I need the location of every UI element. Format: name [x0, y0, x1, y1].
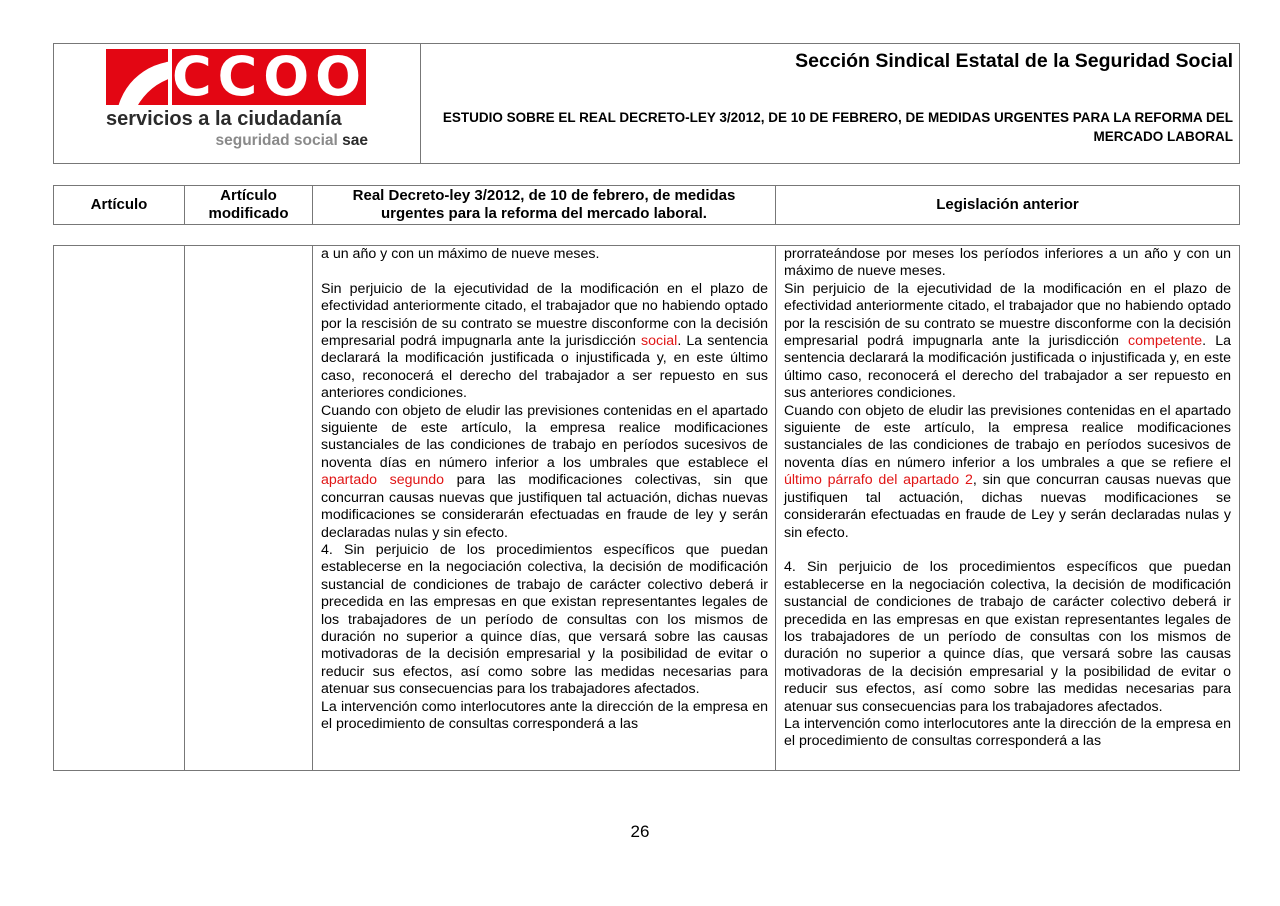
header-divider — [420, 44, 421, 163]
new-text-paragraph: La intervención como interlocutores ante la dirección de la empresa en el procedimiento de consultas corresponderá a las — [321, 698, 768, 732]
header-legislacion-anterior: Legislación anterior — [936, 196, 1079, 213]
column-header-row — [53, 185, 1240, 225]
logo-line2: seguridad social sae — [215, 132, 368, 149]
logo-line1: servicios a la ciudadanía — [106, 108, 342, 130]
header-real-decreto: Real Decreto-ley 3/2012, de 10 de febrero, de medidas urgentes para la reforma del mercado laboral. — [352, 187, 736, 222]
old-text-paragraph: La intervención como interlocutores ante la dirección de la empresa en el procedimiento de consultas corresponderá a las — [784, 715, 1231, 750]
ccoo-logo — [106, 45, 368, 159]
old-text-paragraph: Sin perjuicio de la ejecutividad de la modificación en el plazo de efectividad anteriormente citado, el trabajador que no habiendo optado por la rescisión de su contrato se muestre disconforme con la decisión empresarial podrá impugnarla ante la jurisdicción competente. La sentencia declarará la modificación justificada o injustificada y, en este último caso, reconocerá el derecho del trabajador a ser repuesto en sus anteriores condiciones. — [784, 280, 1231, 402]
highlighted-change: apartado segundo — [321, 472, 445, 489]
header-articulo: Artículo — [90, 196, 148, 213]
study-title: ESTUDIO SOBRE EL REAL DECRETO-LEY 3/2012, DE 10 DE FEBRERO, DE MEDIDAS URGENTES PARA LA REFORMA DEL MERCADO LABORAL — [442, 110, 1233, 144]
ccoo-emblem-icon — [106, 49, 168, 105]
highlighted-change: último párrafo del apartado 2 — [784, 472, 973, 489]
section-title: Sección Sindical Estatal de la Seguridad Social — [795, 50, 1233, 72]
old-text-paragraph: 4. Sin perjuicio de los procedimientos específicos que puedan establecerse en la negociación colectiva, la decisión de modificación sustancial de condiciones de trabajo de carácter colectivo deberá ir precedida en las empresas en que existan representantes legales de los trabajadores de un período de consultas con los mismos de duración no superior a quince días, que versará sobre las causas motivadoras de la decisión empresarial y la posibilidad de evitar o reducir sus efectos, así como sobre las medidas necesarias para atenuar sus consecuencias para los trabajadores afectados. — [784, 559, 1231, 715]
highlighted-change: social — [641, 333, 678, 350]
new-text-paragraph: 4. Sin perjuicio de los procedimientos específicos que puedan establecerse en la negociación colectiva, la decisión de modificación sustancial de condiciones de trabajo de carácter colectivo deberá ir precedida en las empresas en que existan representantes legales de los trabajadores de un período de consultas con los mismos de duración no superior a quince días, que versará sobre las causas motivadoras de la decisión empresarial y la posibilidad de evitar o reducir sus efectos, así como sobre las medidas necesarias para atenuar sus consecuencias para los trabajadores afectados. — [321, 541, 768, 698]
new-text-paragraph: Cuando con objeto de eludir las previsiones contenidas en el apartado siguiente de este artículo, la empresa realice modificaciones sustanciales de las condiciones de trabajo en períodos sucesivos de noventa días en número inferior a los umbrales que establece el apartado segundo para las modificaciones colectivas, sin que concurran causas nuevas que justifiquen tal actuación, dichas nuevas modificaciones se considerarán efectuadas en fraude de ley y serán declaradas nulas y sin efecto. — [321, 402, 768, 541]
logo-brand-text: CCOO — [172, 45, 368, 108]
old-text-column — [784, 246, 1231, 751]
new-text-paragraph: a un año y con un máximo de nueve meses. — [321, 246, 600, 262]
old-text-paragraph: Cuando con objeto de eludir las previsiones contenidas en el apartado siguiente de este artículo, la empresa realice modificaciones sustanciales de las condiciones de trabajo en períodos sucesivos de noventa días en número inferior a los umbrales a que se refiere el último párrafo del apartado 2, sin que concurran causas nuevas que justifiquen tal actuación, dichas nuevas modificaciones se considerarán efectuadas en fraude de Ley y serán declaradas nulas y sin efecto. — [784, 402, 1231, 541]
highlighted-change: competente — [1128, 333, 1203, 350]
page-number: 26 — [630, 822, 650, 841]
new-text-column — [321, 246, 768, 733]
document-header — [53, 43, 1240, 164]
comparison-table-body — [53, 245, 1240, 771]
header-articulo-modificado: Artículo modificado — [208, 187, 289, 222]
old-text-paragraph: prorrateándose por meses los períodos inferiores a un año y con un máximo de nueve meses. — [784, 246, 1231, 280]
new-text-paragraph: Sin perjuicio de la ejecutividad de la modificación en el plazo de efectividad anteriormente citado, el trabajador que no habiendo optado por la rescisión de su contrato se muestre disconforme con la decisión empresarial podrá impugnarla ante la jurisdicción social. La sentencia declarará la modificación justificada o injustificada y, en este último caso, reconocerá el derecho del trabajador a ser repuesto en sus anteriores condiciones. — [321, 280, 768, 402]
